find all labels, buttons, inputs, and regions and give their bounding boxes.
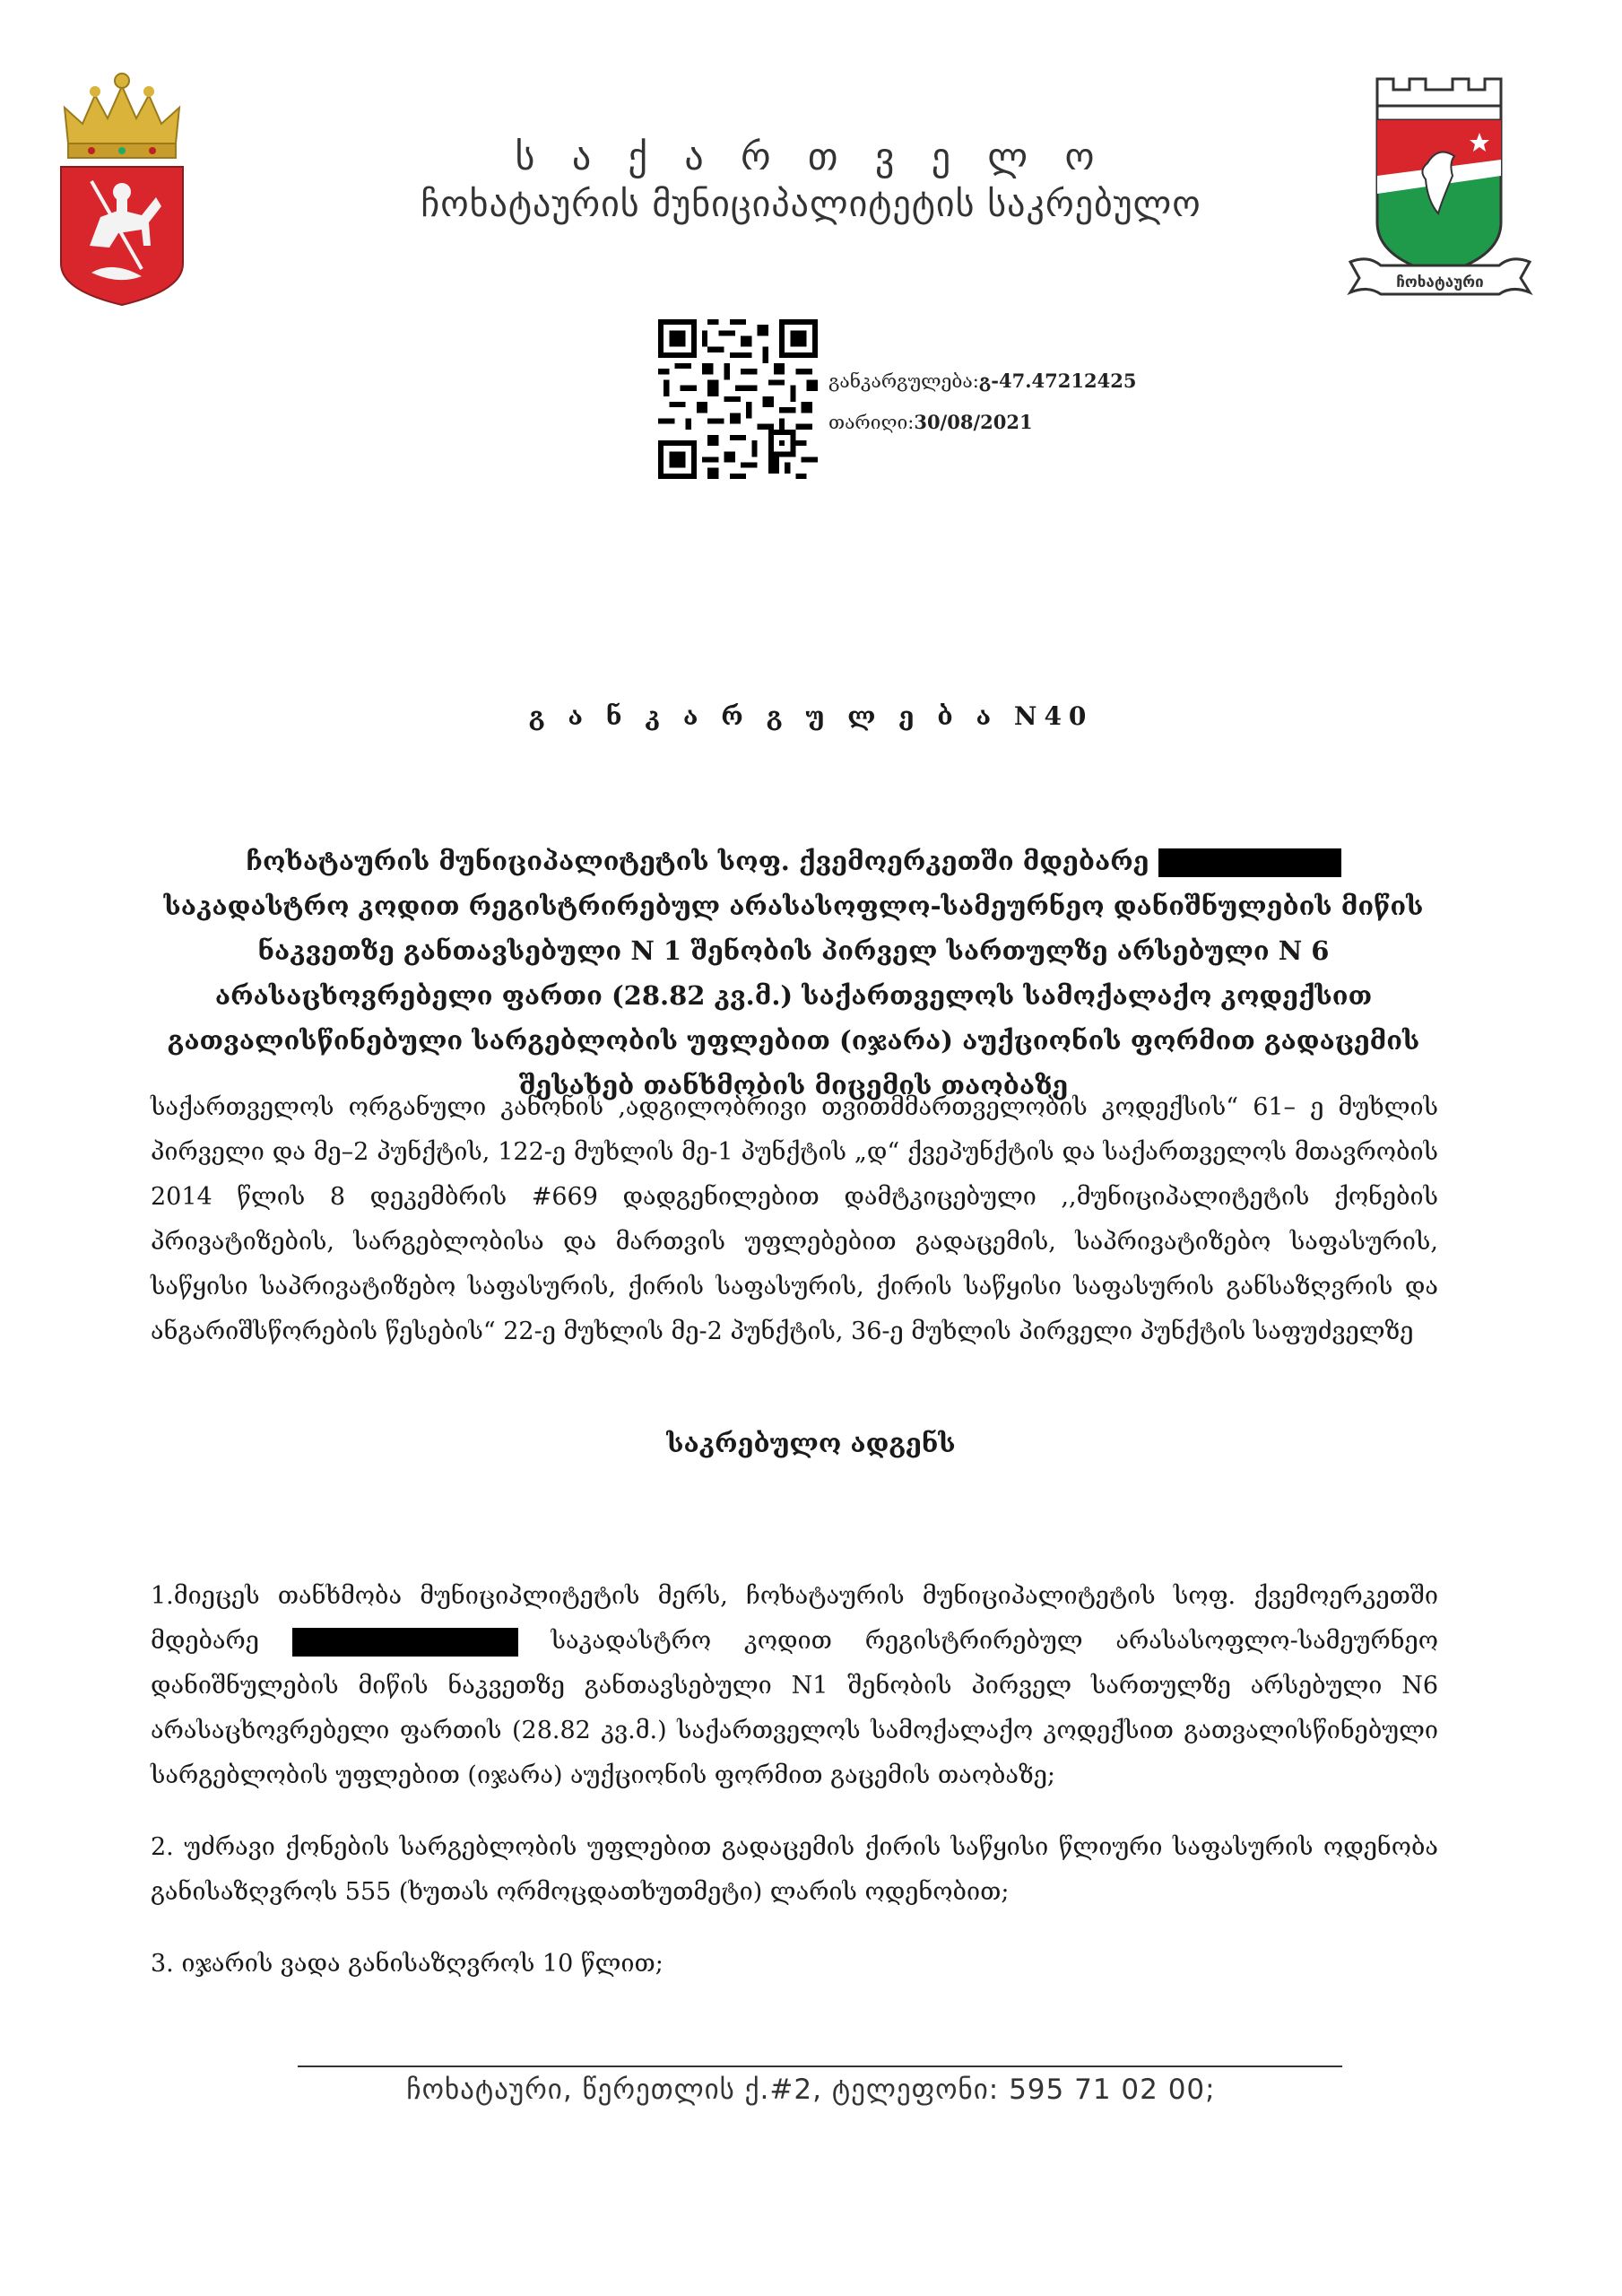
decree-title: გ ა ნ კ ა რ გ უ ლ ე ბ ა N40 [528, 701, 1094, 731]
subject-text-before: ჩოხატაურის მუნიციპალიტეტის სოფ. ქვემოერკეთში მდებარე [246, 846, 1149, 876]
order-date [828, 411, 1033, 433]
decree-subject [157, 839, 1430, 1108]
council-heading: ჩოხატაურის მუნიციპალიტეტის საკრებულო [421, 184, 1201, 225]
decision-item-1 [151, 1574, 1438, 1798]
redaction-bar [1158, 848, 1341, 877]
svg-text:ჩოხატაური: ჩოხატაური [1396, 274, 1484, 291]
footer-address: ჩოხატაური, წერეთლის ქ.#2, ტელეფონი: 595 71 02 00; [406, 2074, 1216, 2106]
subject-text-after: საკადასტრო კოდით რეგისტრირებულ არასასოფლო-სამეურნეო დანიშნულების მიწის ნაკვეთზე განთავსებული N 1 შენობის პირველ სართულზე არსებული N 6 არასაცხოვრებელი ფართი (28.82 კვ.მ.) საქართველოს სამოქალაქო კოდექსით გათვალისწინებული სარგებლობის უფლებით (იჯარა) აუქციონის ფორმით გადაცემის შესახებ თანხმობის მიცემის თაობაზე [163, 891, 1424, 1100]
decision-item-3: 3. იჯარის ვადა განისაზღვროს 10 წლით; [151, 1950, 664, 1978]
redaction-bar [292, 1628, 518, 1657]
country-heading: ს ა ქ ა რ თ ვ ე ლ ო [515, 135, 1107, 178]
council-decides-heading: საკრებულო ადგენს [666, 1428, 956, 1458]
legal-basis-paragraph: საქართველოს ორგანული კანონის ,ადგილობრივი თვითმმართველობის კოდექსის“ 61– ე მუხლის პირველი და მე–2 პუნქტის, 122-ე მუხლის მე-1 პუნქტის „დ“ ქვეპუნქტის და საქართველოს მთავრობის 2014 წლის 8 დეკემბრის #669 დადგენილებით დამტკიცებული ,,მუნიციპალიტეტის ქონების პრივატიზების, სარგებლობისა და მართვის უფლებებით გადაცემის, საპრივატიზებო საფასურის, საწყისი საპრივატიზებო საფასურის, ქირის საფასურის, ქირის საწყისი საფასურის განსაზღვრის და ანგარიშსწორების წესების“ 22-ე მუხლის მე-2 პუნქტის, 36-ე მუხლის პირველი პუნქტის საფუძველზე [151, 1093, 1438, 1345]
item1-text-after: საკადასტრო კოდით რეგისტრირებულ არასასოფლო-სამეურნეო დანიშნულების მიწის ნაკვეთზე განთავსებული N1 შენობის პირველ სართულზე არსებული N6 არასაცხოვრებელი ფართის (28.82 კვ.მ.) საქართველოს სამოქალაქო კოდექსით გათვალისწინებული სარგებლობის უფლებით (იჯარა) აუქციონის ფორმით გაცემის თაობაზე; [151, 1627, 1438, 1789]
decision-item-2: 2. უძრავი ქონების სარგებლობის უფლებით გადაცემის ქირის საწყისი წლიური საფასურის ოდენობა განისაზღვროს 555 (ხუთას ორმოცდათხუთმეტი) ლარის ოდენობით; [151, 1833, 1438, 1906]
order-number [828, 370, 1136, 392]
item1-text-before: 1.მიეცეს თანხმობა მუნიციპლიტეტის მერს, ჩოხატაურის მუნიციპალიტეტის სოფ. ქვემოერკეთში მდებარე [151, 1582, 1438, 1655]
order-date-value: 30/08/2021 [914, 411, 1033, 433]
qr-code-icon [658, 319, 818, 479]
chokhatauri-coat-of-arms-icon [1345, 70, 1535, 312]
order-number-value: გ-47.47212425 [978, 370, 1137, 392]
footer-divider [298, 2066, 1342, 2067]
order-number-label: განკარგულება: [828, 370, 979, 392]
order-date-label: თარიღი: [828, 412, 915, 433]
